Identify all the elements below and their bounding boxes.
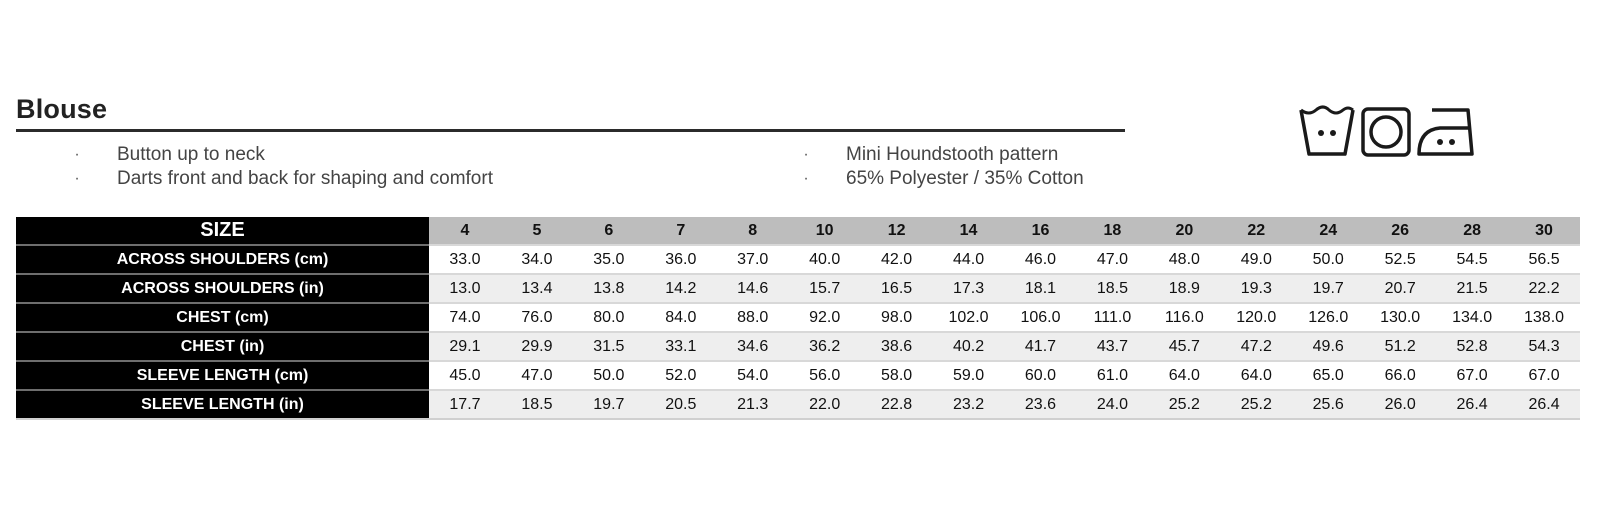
product-title: Blouse — [16, 94, 108, 124]
measurement-value: 59.0 — [933, 361, 1005, 390]
feature-item — [74, 143, 493, 167]
table-row — [16, 274, 1580, 303]
measurement-value: 64.0 — [1220, 361, 1292, 390]
feature-text: Button up to neck — [117, 144, 265, 165]
measurement-value: 52.0 — [645, 361, 717, 390]
size-header-cell: 22 — [1220, 217, 1292, 245]
measurement-value: 46.0 — [1005, 245, 1077, 274]
measurement-value: 51.2 — [1364, 332, 1436, 361]
feature-text: Mini Houndstooth pattern — [846, 144, 1059, 165]
measurement-value: 17.7 — [429, 390, 501, 419]
measurement-value: 47.2 — [1220, 332, 1292, 361]
measurement-value: 25.6 — [1292, 390, 1364, 419]
care-instructions — [1298, 104, 1476, 158]
measurement-value: 126.0 — [1292, 303, 1364, 332]
size-header-cell: 14 — [933, 217, 1005, 245]
measurement-value: 34.0 — [501, 245, 573, 274]
measurement-value: 74.0 — [429, 303, 501, 332]
measurement-value: 31.5 — [573, 332, 645, 361]
measurement-value: 47.0 — [501, 361, 573, 390]
measurement-value: 61.0 — [1076, 361, 1148, 390]
measurement-value: 66.0 — [1364, 361, 1436, 390]
measurement-value: 134.0 — [1436, 303, 1508, 332]
measurement-value: 67.0 — [1436, 361, 1508, 390]
measurement-value: 54.5 — [1436, 245, 1508, 274]
measurement-value: 13.0 — [429, 274, 501, 303]
size-header-cell: 24 — [1292, 217, 1364, 245]
measurement-value: 52.8 — [1436, 332, 1508, 361]
measurement-value: 26.0 — [1364, 390, 1436, 419]
measurement-value: 54.3 — [1508, 332, 1580, 361]
measurement-value: 37.0 — [717, 245, 789, 274]
measurement-value: 88.0 — [717, 303, 789, 332]
table-row — [16, 303, 1580, 332]
size-header-cell: 18 — [1076, 217, 1148, 245]
measurement-value: 54.0 — [717, 361, 789, 390]
table-row — [16, 332, 1580, 361]
measurement-value: 76.0 — [501, 303, 573, 332]
measurement-value: 21.5 — [1436, 274, 1508, 303]
tumble-dry-icon — [1360, 106, 1412, 158]
measurement-value: 13.4 — [501, 274, 573, 303]
measurement-value: 52.5 — [1364, 245, 1436, 274]
measurement-value: 13.8 — [573, 274, 645, 303]
measurement-value: 106.0 — [1005, 303, 1077, 332]
measurement-value: 33.1 — [645, 332, 717, 361]
measurement-value: 45.0 — [429, 361, 501, 390]
measurement-value: 34.6 — [717, 332, 789, 361]
size-header-cell: 20 — [1148, 217, 1220, 245]
measurement-value: 26.4 — [1436, 390, 1508, 419]
bullet-dot: · — [74, 170, 80, 187]
measurement-label: SLEEVE LENGTH (in) — [16, 390, 429, 419]
measurement-value: 20.7 — [1364, 274, 1436, 303]
measurement-value: 98.0 — [861, 303, 933, 332]
measurement-value: 36.0 — [645, 245, 717, 274]
bullet-dot: · — [74, 146, 80, 163]
measurement-label: SLEEVE LENGTH (cm) — [16, 361, 429, 390]
bullet-dot: · — [803, 146, 809, 163]
measurement-value: 25.2 — [1148, 390, 1220, 419]
measurement-value: 19.7 — [1292, 274, 1364, 303]
iron-icon — [1416, 106, 1476, 158]
size-header-row — [16, 217, 1580, 245]
feature-list-left — [74, 143, 493, 191]
size-header-cell: 30 — [1508, 217, 1580, 245]
measurement-value: 50.0 — [1292, 245, 1364, 274]
measurement-value: 67.0 — [1508, 361, 1580, 390]
measurement-value: 36.2 — [789, 332, 861, 361]
measurement-value: 84.0 — [645, 303, 717, 332]
measurement-value: 56.5 — [1508, 245, 1580, 274]
measurement-value: 44.0 — [933, 245, 1005, 274]
feature-list-right — [803, 143, 1084, 191]
hand-wash-icon — [1298, 104, 1356, 158]
size-header-cell: 28 — [1436, 217, 1508, 245]
feature-item — [803, 143, 1084, 167]
measurement-value: 17.3 — [933, 274, 1005, 303]
measurement-value: 43.7 — [1076, 332, 1148, 361]
measurement-value: 48.0 — [1148, 245, 1220, 274]
measurement-value: 40.0 — [789, 245, 861, 274]
measurement-value: 58.0 — [861, 361, 933, 390]
measurement-value: 26.4 — [1508, 390, 1580, 419]
measurement-value: 111.0 — [1076, 303, 1148, 332]
measurement-value: 14.2 — [645, 274, 717, 303]
size-header-cell: 12 — [861, 217, 933, 245]
measurement-value: 33.0 — [429, 245, 501, 274]
size-header-cell: 26 — [1364, 217, 1436, 245]
table-row — [16, 245, 1580, 274]
measurement-value: 22.0 — [789, 390, 861, 419]
measurement-value: 22.2 — [1508, 274, 1580, 303]
table-row — [16, 361, 1580, 390]
measurement-value: 20.5 — [645, 390, 717, 419]
size-header-label: SIZE — [16, 217, 429, 245]
measurement-value: 102.0 — [933, 303, 1005, 332]
measurement-value: 60.0 — [1005, 361, 1077, 390]
size-header-cell: 8 — [717, 217, 789, 245]
measurement-value: 65.0 — [1292, 361, 1364, 390]
size-table-body — [16, 245, 1580, 419]
measurement-value: 38.6 — [861, 332, 933, 361]
size-header-cell: 10 — [789, 217, 861, 245]
size-header-cell: 7 — [645, 217, 717, 245]
measurement-value: 18.9 — [1148, 274, 1220, 303]
measurement-value: 29.1 — [429, 332, 501, 361]
feature-text: 65% Polyester / 35% Cotton — [846, 168, 1084, 189]
measurement-value: 18.5 — [501, 390, 573, 419]
measurement-value: 18.1 — [1005, 274, 1077, 303]
measurement-value: 23.6 — [1005, 390, 1077, 419]
measurement-value: 50.0 — [573, 361, 645, 390]
measurement-value: 49.0 — [1220, 245, 1292, 274]
measurement-label: ACROSS SHOULDERS (in) — [16, 274, 429, 303]
measurement-value: 19.3 — [1220, 274, 1292, 303]
measurement-value: 42.0 — [861, 245, 933, 274]
measurement-value: 56.0 — [789, 361, 861, 390]
feature-text: Darts front and back for shaping and comfort — [117, 168, 493, 189]
size-chart-table — [16, 217, 1580, 420]
title-divider — [16, 129, 1125, 132]
measurement-value: 22.8 — [861, 390, 933, 419]
measurement-value: 40.2 — [933, 332, 1005, 361]
measurement-value: 41.7 — [1005, 332, 1077, 361]
measurement-value: 19.7 — [573, 390, 645, 419]
feature-item — [74, 167, 493, 191]
measurement-value: 18.5 — [1076, 274, 1148, 303]
measurement-label: ACROSS SHOULDERS (cm) — [16, 245, 429, 274]
measurement-value: 130.0 — [1364, 303, 1436, 332]
measurement-value: 15.7 — [789, 274, 861, 303]
measurement-label: CHEST (in) — [16, 332, 429, 361]
size-header-cell: 5 — [501, 217, 573, 245]
measurement-value: 80.0 — [573, 303, 645, 332]
measurement-value: 16.5 — [861, 274, 933, 303]
measurement-value: 45.7 — [1148, 332, 1220, 361]
size-header-cell: 6 — [573, 217, 645, 245]
measurement-value: 116.0 — [1148, 303, 1220, 332]
measurement-value: 92.0 — [789, 303, 861, 332]
feature-item — [803, 167, 1084, 191]
measurement-value: 64.0 — [1148, 361, 1220, 390]
measurement-value: 29.9 — [501, 332, 573, 361]
measurement-value: 25.2 — [1220, 390, 1292, 419]
measurement-value: 35.0 — [573, 245, 645, 274]
table-row — [16, 390, 1580, 419]
measurement-value: 120.0 — [1220, 303, 1292, 332]
size-header-cell: 16 — [1005, 217, 1077, 245]
measurement-value: 24.0 — [1076, 390, 1148, 419]
bullet-dot: · — [803, 170, 809, 187]
measurement-value: 47.0 — [1076, 245, 1148, 274]
size-header-cell: 4 — [429, 217, 501, 245]
measurement-value: 23.2 — [933, 390, 1005, 419]
measurement-value: 14.6 — [717, 274, 789, 303]
measurement-value: 21.3 — [717, 390, 789, 419]
measurement-label: CHEST (cm) — [16, 303, 429, 332]
measurement-value: 49.6 — [1292, 332, 1364, 361]
measurement-value: 138.0 — [1508, 303, 1580, 332]
